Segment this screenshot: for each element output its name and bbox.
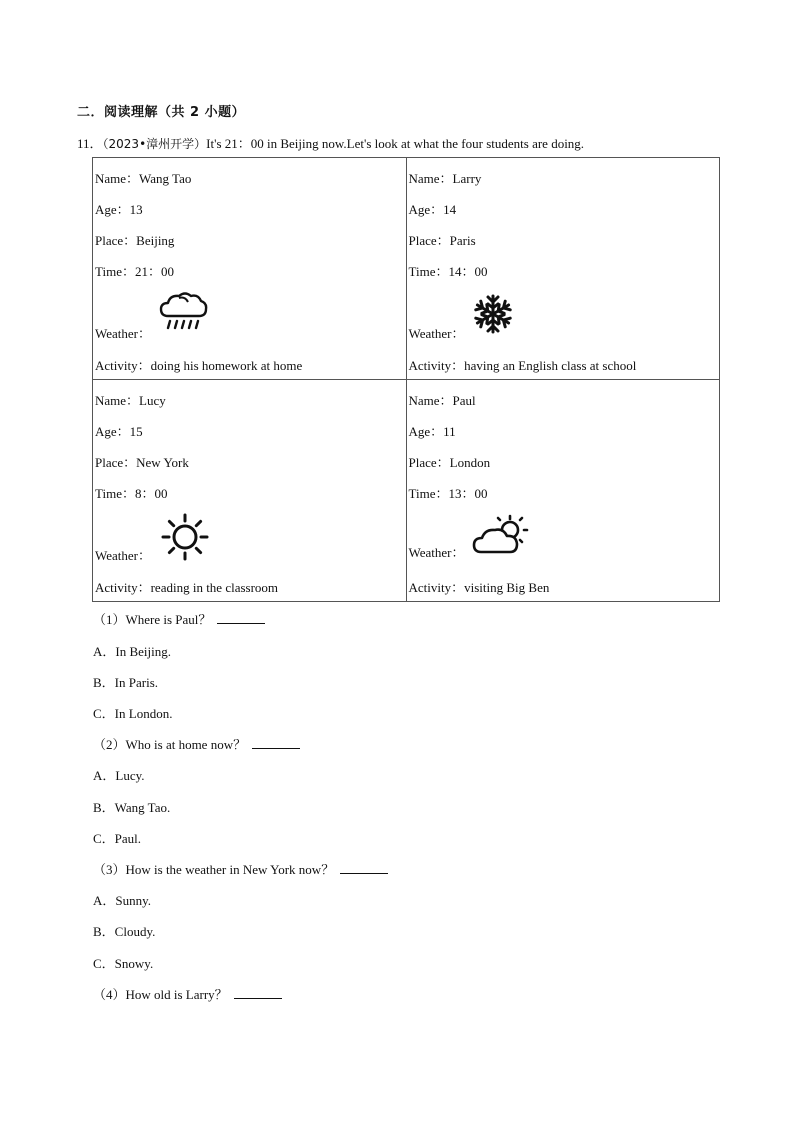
answer-blank[interactable] [234,986,282,999]
sun-icon [159,511,211,563]
option[interactable]: A．In Beijing. [93,644,171,659]
student-activity: Activity：visiting Big Ben [408,580,550,595]
weather-label: Weather： [408,545,465,560]
subquestion-stem: （2）Who is at home now？ [93,734,300,753]
student-place: Place：New York [95,455,189,470]
question-number: 11． [77,136,103,151]
student-age: Age：14 [408,202,457,217]
question-source: （2023•漳州开学） [102,137,207,151]
student-card [406,380,720,602]
student-card [93,380,407,602]
student-age: Age：15 [95,424,143,439]
question-intro [77,133,584,152]
weather-label: Weather： [408,326,465,341]
subquestion-stem: （3）How is the weather in New York now？ [93,859,388,878]
student-name: Name：Paul [408,393,476,408]
option[interactable]: A．Sunny. [93,893,152,908]
student-place: Place：London [408,455,491,470]
option[interactable]: A．Lucy. [93,768,145,783]
student-activity: Activity：reading in the classroom [95,580,279,595]
snowflake-icon [472,293,514,335]
answer-blank[interactable] [252,736,300,749]
option[interactable]: B．Wang Tao. [93,800,171,815]
cloudy-icon [472,513,530,557]
student-card [406,158,720,380]
student-name: Name：Larry [408,171,482,186]
answer-blank[interactable] [217,611,265,624]
weather-label: Weather： [95,548,151,563]
option[interactable]: C．Paul. [93,831,142,846]
student-activity: Activity：doing his homework at home [95,358,303,373]
student-time: Time：8：00 [95,486,168,501]
student-activity: Activity：having an English class at school [408,358,637,373]
student-time: Time：14：00 [408,264,488,279]
student-age: Age：13 [95,202,143,217]
subquestion-stem: （4）How old is Larry？ [93,984,282,1003]
student-time: Time：13：00 [408,486,488,501]
option[interactable]: C．In London. [93,706,173,721]
answer-blank[interactable] [340,861,388,874]
student-info-table [92,157,720,602]
student-time: Time：21：00 [95,264,174,279]
student-age: Age：11 [408,424,456,439]
student-card [93,158,407,380]
option[interactable]: C．Snowy. [93,956,154,971]
option[interactable]: B．Cloudy. [93,924,156,939]
student-place: Place：Beijing [95,233,175,248]
student-name: Name：Lucy [95,393,166,408]
student-name: Name：Wang Tao [95,171,192,186]
section-title: 二．阅读理解（共 2 小题） [77,105,246,120]
student-place: Place：Paris [408,233,476,248]
subquestion-stem: （1）Where is Paul？ [93,609,265,628]
rain-icon [158,290,208,334]
weather-label: Weather： [95,326,151,341]
option[interactable]: B．In Paris. [93,675,159,690]
question-text: It's 21：00 in Beijing now.Let's look at what the four students are doing. [206,136,585,151]
